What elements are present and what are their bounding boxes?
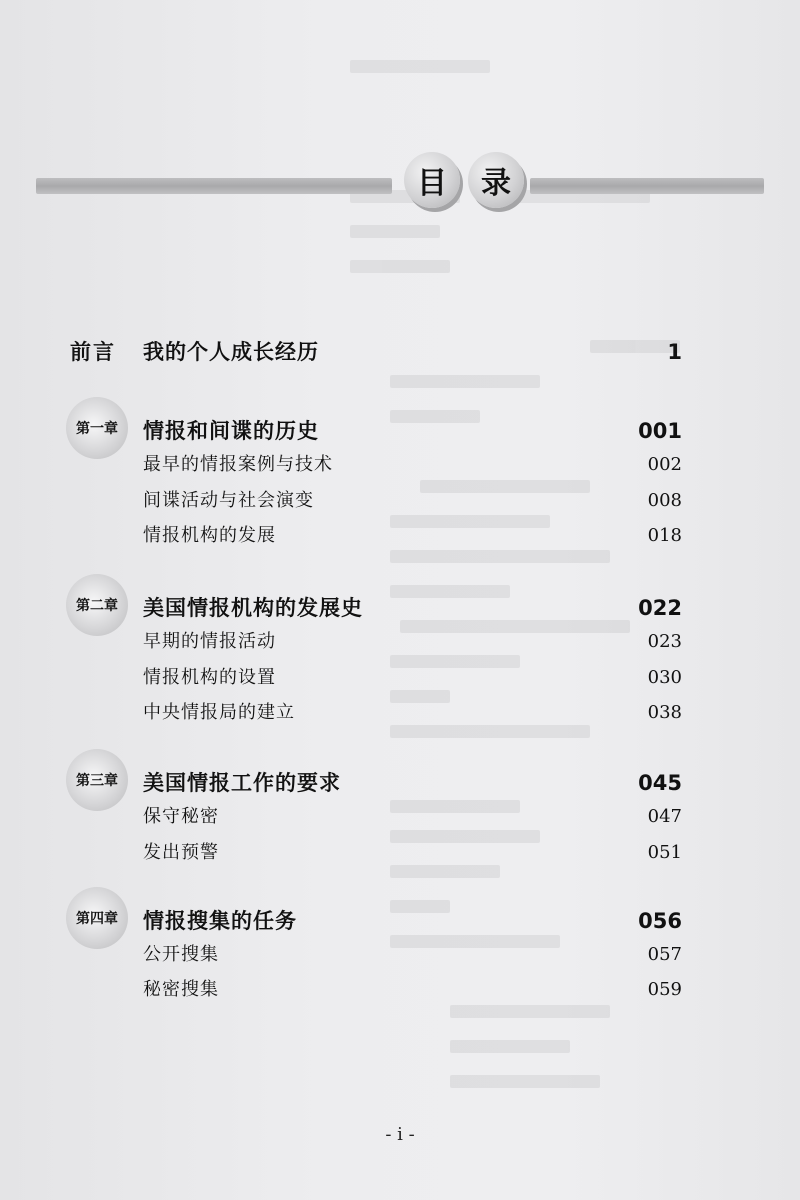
section-page: 008	[647, 490, 682, 511]
chapter-title: 美国情报工作的要求	[143, 771, 341, 795]
section-page: 002	[647, 454, 682, 475]
section-page: 051	[647, 842, 682, 863]
section-title: 公开搜集	[143, 944, 219, 965]
preface-title: 我的个人成长经历	[143, 340, 319, 364]
section-page: 057	[647, 944, 682, 965]
toc-section[interactable]	[0, 485, 800, 517]
toc-preface[interactable]	[0, 336, 800, 368]
section-title: 间谍活动与社会演变	[143, 490, 314, 511]
section-page: 047	[647, 806, 682, 827]
section-title: 秘密搜集	[143, 979, 219, 1000]
preface-page: 1	[667, 340, 682, 364]
toc-chapter-1[interactable]	[0, 415, 800, 447]
toc-section[interactable]	[0, 837, 800, 869]
toc-section[interactable]	[0, 697, 800, 729]
chapter-label: 第四章	[76, 911, 118, 927]
toc-section[interactable]	[0, 974, 800, 1006]
chapter-page: 001	[638, 419, 682, 443]
title-char-mu: 目	[404, 152, 460, 208]
chapter-title: 美国情报机构的发展史	[143, 596, 363, 620]
toc-chapter-2[interactable]	[0, 592, 800, 624]
chapter-page: 056	[638, 909, 682, 933]
chapter-title: 情报和间谍的历史	[143, 419, 319, 443]
section-page: 038	[647, 702, 682, 723]
section-page: 018	[647, 525, 682, 546]
chapter-label: 第二章	[76, 598, 118, 614]
section-page: 030	[647, 667, 682, 688]
chapter-label: 第一章	[76, 421, 118, 437]
toc-chapter-3[interactable]	[0, 767, 800, 799]
section-title: 中央情报局的建立	[143, 702, 295, 723]
title-char-lu: 录	[468, 152, 524, 208]
section-page: 059	[647, 979, 682, 1000]
toc-section[interactable]	[0, 662, 800, 694]
toc-chapter-4[interactable]	[0, 905, 800, 937]
section-title: 情报机构的发展	[143, 525, 276, 546]
chapter-page: 045	[638, 771, 682, 795]
toc-section[interactable]	[0, 801, 800, 833]
section-title: 早期的情报活动	[143, 631, 276, 652]
chapter-page: 022	[638, 596, 682, 620]
toc-section[interactable]	[0, 626, 800, 658]
section-title: 情报机构的设置	[143, 667, 276, 688]
toc-section[interactable]	[0, 520, 800, 552]
section-title: 保守秘密	[143, 806, 219, 827]
preface-label: 前言	[70, 340, 116, 364]
chapter-label: 第三章	[76, 773, 118, 789]
toc-section[interactable]	[0, 939, 800, 971]
toc-section[interactable]	[0, 449, 800, 481]
section-title: 发出预警	[143, 842, 219, 863]
chapter-title: 情报搜集的任务	[143, 909, 297, 933]
section-title: 最早的情报案例与技术	[143, 454, 333, 475]
section-page: 023	[647, 631, 682, 652]
page-number: - i -	[385, 1124, 415, 1145]
